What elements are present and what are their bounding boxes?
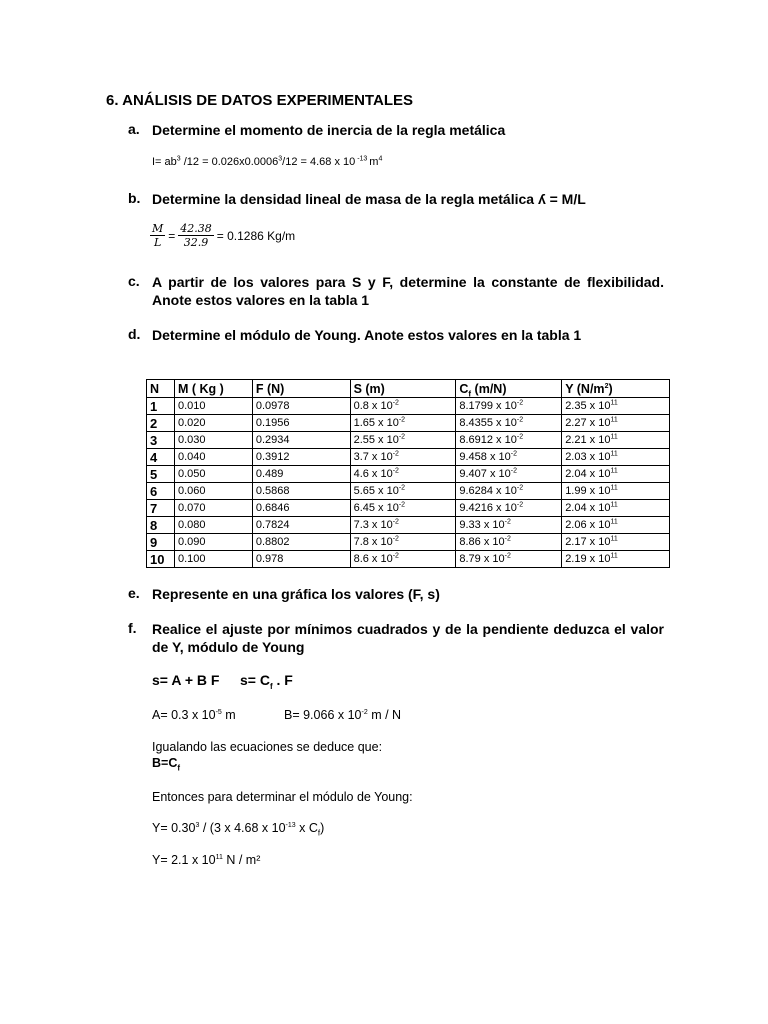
b-equals-cf: $B=C_f$	[152, 756, 181, 773]
item-d	[128, 326, 688, 344]
item-a	[128, 121, 688, 139]
cell-f: 0.489	[252, 466, 350, 483]
item-c-line1: A partir de los valores para S y F, determine la constante de flexibilidad.	[152, 274, 664, 290]
table-row	[147, 534, 670, 551]
cell-f: 0.3912	[252, 449, 350, 466]
cell-y: 1.99 x $10^{11}$	[562, 483, 670, 500]
cell-f: 0.2934	[252, 432, 350, 449]
cell-cf: 9.6284 x $10^{-2}$	[456, 483, 562, 500]
cell-m: 0.030	[174, 432, 252, 449]
table-row	[147, 415, 670, 432]
cell-m: 0.060	[174, 483, 252, 500]
item-a-text: Determine el momento de inercia de la regla metálica	[152, 122, 506, 138]
item-e-text: Represente en una gráfica los valores (F, s)	[152, 586, 440, 602]
cell-cf: 8.86 x $10^{-2}$	[456, 534, 562, 551]
cell-y: 2.27 x $10^{11}$	[562, 415, 670, 432]
item-f-line2: de Y, módulo de Young	[152, 639, 305, 655]
cell-s: 7.3 x $10^{-2}$	[350, 517, 456, 534]
cell-m: 0.040	[174, 449, 252, 466]
table-row	[147, 483, 670, 500]
cell-n: 7	[147, 500, 175, 517]
cell-n: 6	[147, 483, 175, 500]
cell-y: 2.35 x $10^{11}$	[562, 398, 670, 415]
header-f: F (N)	[252, 380, 350, 398]
ml-fraction: $\frac{M}{L}$	[152, 222, 164, 249]
cell-cf: 8.6912 x $10^{-2}$	[456, 432, 562, 449]
fit-equation-2: $s= C_f$ . F	[240, 672, 293, 691]
data-table	[146, 379, 670, 568]
cell-y: 2.19 x $10^{11}$	[562, 551, 670, 568]
cell-m: 0.090	[174, 534, 252, 551]
cell-s: 0.8 x $10^{-2}$	[350, 398, 456, 415]
deduce-text: Igualando las ecuaciones se deduce que:	[152, 740, 383, 754]
item-f	[128, 620, 668, 656]
table-row	[147, 500, 670, 517]
cell-cf: 9.407 x $10^{-2}$	[456, 466, 562, 483]
cell-n: 1	[147, 398, 175, 415]
cell-m: 0.050	[174, 466, 252, 483]
cell-cf: 8.4355 x $10^{-2}$	[456, 415, 562, 432]
cell-f: 0.1956	[252, 415, 350, 432]
item-c	[128, 273, 668, 309]
cell-y: 2.06 x $10^{11}$	[562, 517, 670, 534]
cell-f: 0.978	[252, 551, 350, 568]
cell-s: 6.45 x $10^{-2}$	[350, 500, 456, 517]
item-e-label: e.	[128, 585, 140, 601]
cell-n: 2	[147, 415, 175, 432]
cell-m: 0.080	[174, 517, 252, 534]
item-d-label: d.	[128, 326, 141, 342]
header-m: M ( Kg )	[174, 380, 252, 398]
entonces-text: Entonces para determinar el módulo de Young:	[152, 790, 413, 804]
cell-n: 3	[147, 432, 175, 449]
table-row	[147, 398, 670, 415]
young-formula: $Y= 0.30^3 / (3$ x 4.68 x $10^{-13}$ x $C_f$)	[152, 821, 325, 838]
header-cf: $C_f$ (m/N)	[456, 380, 562, 398]
cell-s: 2.55 x $10^{-2}$	[350, 432, 456, 449]
table-header-row	[147, 380, 670, 398]
fit-equation-1: s= A + B F	[152, 672, 220, 688]
cell-m: 0.100	[174, 551, 252, 568]
cell-f: 0.7824	[252, 517, 350, 534]
coef-b: B= 9.066 x $10^{-2}$ m / N	[284, 708, 402, 722]
cell-cf: 9.4216 x $10^{-2}$	[456, 500, 562, 517]
cell-m: 0.070	[174, 500, 252, 517]
cell-n: 10	[147, 551, 175, 568]
section-title: 6. ANÁLISIS DE DATOS EXPERIMENTALES	[106, 92, 413, 109]
item-c-label: c.	[128, 273, 140, 289]
header-y: Y $(N/m^2)$	[562, 380, 670, 398]
value-fraction: $\frac{42.38}{32.9}$	[180, 222, 212, 249]
cell-s: 3.7 x $10^{-2}$	[350, 449, 456, 466]
item-f-label: f.	[128, 620, 137, 636]
item-c-line2: Anote estos valores en la tabla 1	[152, 292, 370, 308]
coef-a: A= 0.3 x $10^{-5}$ m	[152, 708, 236, 722]
cell-cf: 9.33 x $10^{-2}$	[456, 517, 562, 534]
item-b-text: Determine la densidad lineal de masa de la regla metálica ʎ = M/L	[152, 191, 586, 207]
cell-f: 0.6846	[252, 500, 350, 517]
cell-y: 2.04 x $10^{11}$	[562, 500, 670, 517]
cell-f: 0.5868	[252, 483, 350, 500]
item-b-label: b.	[128, 190, 141, 206]
density-formula: $\frac{M}{L}$ = $\frac{42.38}{32.9}$ = 0.1286 Kg/m	[152, 222, 296, 249]
cell-s: 7.8 x $10^{-2}$	[350, 534, 456, 551]
cell-n: 8	[147, 517, 175, 534]
item-d-text: Determine el módulo de Young. Anote estos valores en la tabla 1	[152, 327, 582, 343]
cell-f: 0.8802	[252, 534, 350, 551]
table-row	[147, 466, 670, 483]
cell-n: 5	[147, 466, 175, 483]
cell-cf: 8.79 x $10^{-2}$	[456, 551, 562, 568]
inertia-formula: $I= ab^3$ $/12 = 0.026x0.0006^3/12 = 4.68$ x 10 $^{-13}$ $m^4$	[152, 155, 383, 168]
table-row	[147, 449, 670, 466]
young-result: Y= 2.1 x $10^{11}$ N / m²	[152, 853, 261, 867]
cell-y: 2.17 x $10^{11}$	[562, 534, 670, 551]
item-b	[128, 190, 688, 208]
cell-f: 0.0978	[252, 398, 350, 415]
header-s: S (m)	[350, 380, 456, 398]
cell-m: 0.010	[174, 398, 252, 415]
cell-y: 2.04 x $10^{11}$	[562, 466, 670, 483]
cell-s: 8.6 x $10^{-2}$	[350, 551, 456, 568]
cell-s: 5.65 x $10^{-2}$	[350, 483, 456, 500]
table-row	[147, 432, 670, 449]
cell-n: 9	[147, 534, 175, 551]
cell-cf: 9.458 x $10^{-2}$	[456, 449, 562, 466]
item-e	[128, 585, 688, 603]
cell-m: 0.020	[174, 415, 252, 432]
item-f-line1: Realice el ajuste por mínimos cuadrados y de la pendiente deduzca el valor	[152, 621, 664, 637]
cell-y: 2.03 x $10^{11}$	[562, 449, 670, 466]
header-n: N	[147, 380, 175, 398]
table-row	[147, 517, 670, 534]
cell-y: 2.21 x $10^{11}$	[562, 432, 670, 449]
cell-cf: 8.1799 x $10^{-2}$	[456, 398, 562, 415]
table-row	[147, 551, 670, 568]
cell-s: 4.6 x $10^{-2}$	[350, 466, 456, 483]
cell-s: 1.65 x $10^{-2}$	[350, 415, 456, 432]
cell-n: 4	[147, 449, 175, 466]
item-a-label: a.	[128, 121, 140, 137]
